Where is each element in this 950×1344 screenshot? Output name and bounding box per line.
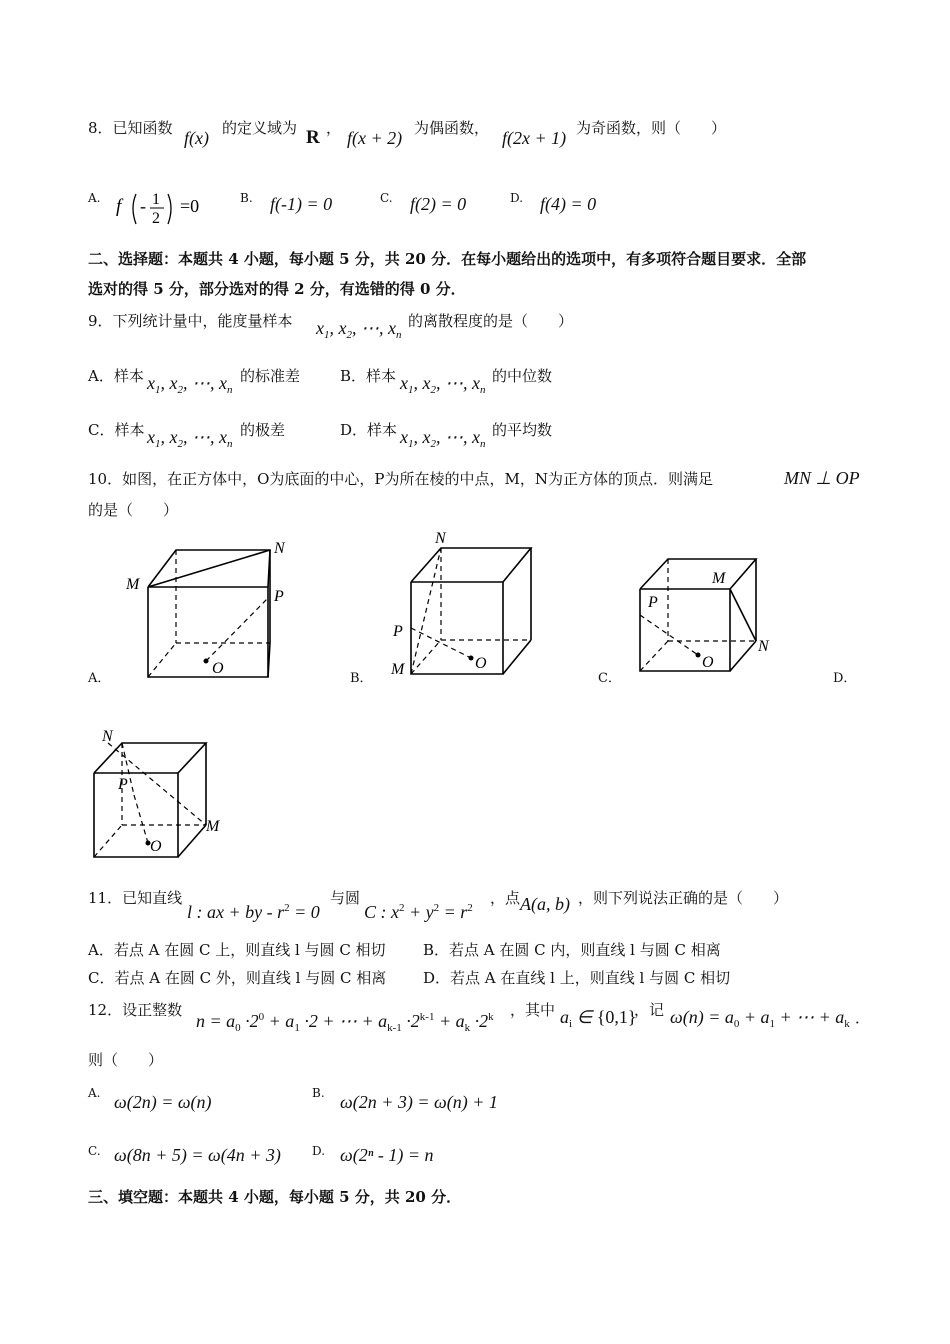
q8-opt-d-label: D. — [510, 191, 524, 205]
cube-b-label-m: M — [391, 661, 405, 678]
q12-cond: $a_i$ ∈ {0,1} — [560, 1007, 637, 1030]
q8-text1: 的定义域为 — [222, 119, 298, 137]
q8-opt-c-label: C. — [380, 191, 393, 205]
q9-opt-a-label: A．样本 — [88, 367, 144, 385]
cube-b-right-bottom — [503, 640, 531, 674]
q12-stem-b: ，其中 — [510, 1001, 556, 1019]
svg-text:2: 2 — [152, 210, 160, 227]
section2-heading-line2: 选对的得 5 分，部分选对的得 2 分，有选错的得 0 分． — [88, 280, 466, 298]
q9-opt-b-label: B．样本 — [340, 367, 397, 385]
q8-opt-a — [114, 186, 224, 235]
cube-c-label-o: O — [702, 654, 714, 671]
q12-opt-b: ω(2n + 3) = ω(n) + 1 — [340, 1092, 498, 1112]
cube-a-front — [148, 587, 268, 677]
cube-d-right-bottom — [178, 825, 206, 857]
q12-opt-c: ω(8n + 5) = ω(4n + 3) — [114, 1145, 281, 1165]
cube-c-mn-line — [730, 589, 756, 641]
q8-comma: ， — [326, 119, 342, 137]
q9-stem-a: 9．下列统计量中，能度量样本 — [88, 312, 293, 330]
q12-opt-b-label: B. — [312, 1086, 325, 1100]
cube-c-top — [640, 559, 756, 589]
q8-stem: 8．已知函数 — [88, 119, 173, 137]
q11-stem-c: ，点 — [490, 889, 521, 907]
q10-fig-a-label: A． — [88, 671, 111, 686]
cube-a-point-o — [204, 659, 209, 664]
q11-opt-c: C．若点 A 在圆 C 外，则直线 l 与圆 C 相离 — [88, 969, 387, 987]
q8-opt-b: f(-1) = 0 — [270, 194, 333, 214]
q12-then: 则（ ） — [88, 1051, 164, 1069]
cube-b-mn-line — [411, 548, 441, 674]
q8-opt-a-label: A. — [88, 191, 101, 205]
cube-c-label-m: M — [712, 570, 726, 587]
q8-opt-c: f(2) = 0 — [410, 194, 467, 214]
q10-stem: 10．如图，在正方体中，O为底面的中心，P为所在棱的中点，M，N为正方体的顶点．则满足 — [88, 470, 713, 488]
q9-opt-d-label: D．样本 — [340, 421, 398, 439]
q8-opt-d: f(4) = 0 — [540, 194, 597, 214]
cube-a-label-o: O — [212, 660, 224, 677]
q12-opt-d: ω(2ⁿ - 1) = n — [340, 1145, 434, 1165]
cube-d-label-m: M — [206, 818, 220, 835]
q12-opt-a: ω(2n) = ω(n) — [114, 1092, 212, 1112]
cube-b-label-o: O — [475, 655, 487, 672]
cube-b-point-o — [469, 656, 474, 661]
q11-opt-a: A．若点 A 在圆 C 上，则直线 l 与圆 C 相切 — [88, 941, 386, 959]
cube-c-right-bottom — [730, 641, 756, 671]
cube-b-top — [411, 548, 531, 582]
q8-R: R — [306, 127, 320, 148]
cube-d-op-line — [134, 795, 148, 843]
q10-figure-c — [620, 545, 790, 680]
q12-stem-a: 12．设正整数 — [88, 1001, 183, 1019]
q12-opt-a-label: A. — [88, 1086, 101, 1100]
q8-text2: 为偶函数， — [414, 119, 490, 137]
svg-text:-: - — [140, 196, 146, 216]
cube-c-label-n: N — [758, 638, 769, 655]
svg-text:=0: =0 — [180, 196, 200, 216]
cube-d-hidden-edge-d — [94, 825, 122, 857]
svg-text:f: f — [116, 196, 122, 217]
q10-figure-b — [385, 528, 545, 683]
cube-d-top — [94, 743, 206, 773]
q10-stem2: 的是（ ） — [88, 501, 179, 519]
q11-stem-d: ，则下列说法正确的是（ ） — [578, 889, 789, 907]
cube-a-label-n: N — [274, 540, 285, 557]
q8-opt-a-formula — [114, 186, 224, 230]
q12-opt-d-label: D. — [312, 1144, 326, 1158]
cube-d-label-n: N — [102, 728, 113, 745]
q8-text3: 为奇函数，则（ ） — [576, 119, 727, 137]
q10-fig-b-label: B． — [350, 671, 373, 686]
cube-a-label-m: M — [126, 576, 140, 593]
cube-a-label-p: P — [274, 588, 284, 605]
q11-stem-a: 11．已知直线 — [88, 889, 183, 907]
q9-opt-c-label: C．样本 — [88, 421, 145, 439]
cube-b-front — [411, 582, 503, 674]
q11-line-eq: l : ax + by - $r^2 = 0$ — [187, 902, 320, 922]
q9-seq: $x_1$, $x_2$, ⋯, $x_n$ — [316, 318, 402, 341]
q9-opt-b-seq: $x_1$, $x_2$, ⋯, $x_n$ — [400, 373, 486, 396]
q9-opt-c-tail: 的极差 — [240, 421, 286, 439]
q8-fx2: f(x + 2) — [347, 128, 403, 148]
section3-heading: 三、填空题：本题共 4 小题，每小题 5 分，共 20 分． — [88, 1188, 462, 1206]
q9-opt-d-seq: $x_1$, $x_2$, ⋯, $x_n$ — [400, 427, 486, 450]
q12-stem-c: ，记 — [634, 1001, 665, 1019]
cube-b-label-p: P — [393, 623, 403, 640]
q9-opt-c-seq: $x_1$, $x_2$, ⋯, $x_n$ — [147, 427, 233, 450]
q12-n-expr: $n = a_0 \cdot 2^0 + a_1 \cdot 2$ + ⋯ + $a_{k-1} \cdot 2^{k-1} + a_k \cdot 2^k$ — [196, 1011, 494, 1034]
q9-opt-d-tail: 的平均数 — [492, 421, 553, 439]
q11-point: A(a, b) — [520, 894, 570, 914]
svg-text:1: 1 — [152, 191, 160, 208]
q9-opt-b-tail: 的中位数 — [492, 367, 553, 385]
q8-f2x1: f(2x + 1) — [502, 128, 567, 148]
q9-stem-b: 的离散程度的是（ ） — [408, 312, 574, 330]
cube-d-front — [94, 773, 178, 857]
cube-a-hidden-edge-d — [148, 643, 176, 677]
cube-d-label-p: P — [118, 776, 128, 793]
q12-opt-c-label: C. — [88, 1144, 101, 1158]
q11-opt-d: D．若点 A 在直线 l 上，则直线 l 与圆 C 相切 — [423, 969, 731, 987]
cube-b-label-n: N — [435, 530, 446, 547]
q9-opt-a-seq: $x_1$, $x_2$, ⋯, $x_n$ — [147, 373, 233, 396]
q11-circle-eq: C : $x^2 + y^2 = r^2$ — [364, 902, 473, 922]
cube-c-point-o — [696, 653, 701, 658]
cube-c-hidden-edge-d — [640, 641, 668, 671]
section2-heading-line1: 二、选择题：本题共 4 小题，每小题 5 分，共 20 分．在每小题给出的选项中，有多项符合题目要求．全部 — [88, 250, 807, 268]
q8-fx: f(x) — [184, 128, 209, 148]
cube-a-op-line — [206, 597, 269, 661]
cube-a-mn-line — [148, 550, 270, 587]
q11-opt-b: B．若点 A 在圆 C 内，则直线 l 与圆 C 相离 — [423, 941, 721, 959]
q12-dot: ． — [855, 1009, 871, 1027]
q10-figure-d — [88, 725, 238, 865]
cube-b-hidden-edge-d — [411, 640, 441, 674]
q8-opt-b-label: B. — [240, 191, 253, 205]
q10-fig-c-label: C． — [598, 671, 621, 686]
q10-fig-d-label: D． — [833, 671, 857, 686]
q10-condition: MN ⊥ OP — [784, 468, 860, 488]
q12-omega-def: $\omega(n) = a_0 + a_1$ + ⋯ + $a_k$ — [670, 1007, 850, 1030]
q9-opt-a-tail: 的标准差 — [240, 367, 301, 385]
q11-stem-b: 与圆 — [330, 889, 361, 907]
q10-figure-a — [120, 535, 300, 685]
cube-c-op-line — [640, 615, 698, 655]
cube-c-label-p: P — [648, 594, 658, 611]
cube-d-label-o: O — [150, 838, 162, 855]
